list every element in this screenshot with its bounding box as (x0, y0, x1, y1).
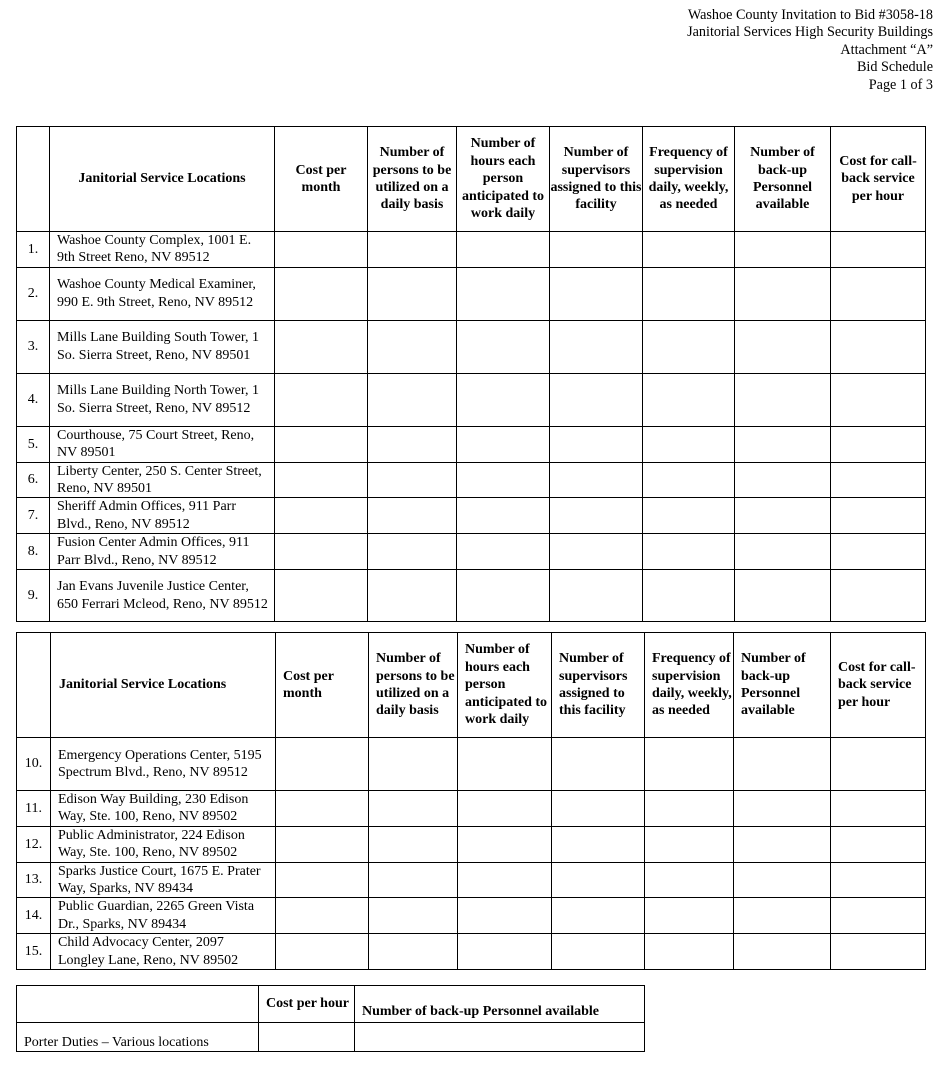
column-header-backup: Number of back-up Personnel available (734, 633, 831, 738)
hours-cell[interactable] (458, 738, 552, 791)
supervisors-cell[interactable] (550, 462, 643, 498)
frequency-cell[interactable] (643, 426, 735, 462)
row-number: 6. (17, 462, 50, 498)
column-header-callback: Cost for call-back service per hour (831, 633, 926, 738)
table-row (17, 373, 926, 426)
column-header-cost-per-hour: Cost per hour (259, 986, 355, 1023)
porter-cost-cell[interactable] (259, 1023, 355, 1052)
backup-cell[interactable] (735, 267, 831, 320)
column-header-supervisors: Number of supervisors assigned to this facility (550, 127, 643, 232)
location-cell: Child Advocacy Center, 2097 Longley Lane, Reno, NV 89502 (51, 934, 276, 970)
location-cell: Jan Evans Juvenile Justice Center, 650 Ferrari Mcleod, Reno, NV 89512 (50, 570, 275, 622)
backup-cell[interactable] (734, 862, 831, 898)
cost-per-month-cell[interactable] (275, 267, 368, 320)
backup-cell[interactable] (735, 232, 831, 268)
header-line-services: Janitorial Services High Security Buildings (687, 24, 933, 41)
persons-cell[interactable] (369, 826, 458, 862)
backup-cell[interactable] (734, 898, 831, 934)
callback-cell[interactable] (831, 267, 926, 320)
persons-cell[interactable] (368, 267, 457, 320)
table-row (17, 791, 926, 827)
hours-cell[interactable] (457, 320, 550, 373)
row-number: 13. (17, 862, 51, 898)
location-cell: Washoe County Medical Examiner, 990 E. 9th Street, Reno, NV 89512 (50, 267, 275, 320)
hours-cell[interactable] (457, 373, 550, 426)
column-header-locations: Janitorial Service Locations (50, 127, 275, 232)
persons-cell[interactable] (369, 791, 458, 827)
cost-per-month-cell[interactable] (275, 498, 368, 534)
hours-cell[interactable] (457, 570, 550, 622)
supervisors-cell[interactable] (552, 826, 645, 862)
table-row (17, 534, 926, 570)
supervisors-cell[interactable] (550, 498, 643, 534)
table-row (17, 498, 926, 534)
callback-cell[interactable] (831, 738, 926, 791)
supervisors-cell[interactable] (550, 267, 643, 320)
frequency-cell[interactable] (643, 462, 735, 498)
callback-cell[interactable] (831, 373, 926, 426)
supervisors-cell[interactable] (552, 862, 645, 898)
persons-cell[interactable] (368, 534, 457, 570)
hours-cell[interactable] (457, 426, 550, 462)
frequency-cell[interactable] (643, 267, 735, 320)
column-header-frequency: Frequency of supervision daily, weekly, as needed (643, 127, 735, 232)
bid-schedule-table-2 (16, 632, 926, 970)
row-number: 4. (17, 373, 50, 426)
column-header-callback: Cost for call-back service per hour (831, 127, 926, 232)
hours-cell[interactable] (458, 826, 552, 862)
column-header-cost-per-month: Cost per month (275, 127, 368, 232)
callback-cell[interactable] (831, 934, 926, 970)
backup-cell[interactable] (735, 570, 831, 622)
supervisors-cell[interactable] (552, 898, 645, 934)
row-number: 5. (17, 426, 50, 462)
row-number: 9. (17, 570, 50, 622)
table-header-row (17, 986, 645, 1023)
frequency-cell[interactable] (645, 791, 734, 827)
supervisors-cell[interactable] (550, 426, 643, 462)
frequency-cell[interactable] (645, 826, 734, 862)
row-number: 11. (17, 791, 51, 827)
cost-per-month-cell[interactable] (275, 426, 368, 462)
table-header-row (17, 127, 926, 232)
row-number-header (17, 127, 50, 232)
frequency-cell[interactable] (645, 898, 734, 934)
backup-cell[interactable] (734, 826, 831, 862)
location-cell: Mills Lane Building South Tower, 1 So. Sierra Street, Reno, NV 89501 (50, 320, 275, 373)
persons-cell[interactable] (368, 498, 457, 534)
persons-cell[interactable] (369, 934, 458, 970)
column-header-supervisors: Number of supervisors assigned to this facility (552, 633, 645, 738)
backup-cell[interactable] (735, 320, 831, 373)
column-header-hours: Number of hours each person anticipated to work daily (457, 127, 550, 232)
supervisors-cell[interactable] (552, 934, 645, 970)
porter-backup-cell[interactable] (355, 1023, 645, 1052)
backup-cell[interactable] (735, 534, 831, 570)
cost-per-month-cell[interactable] (275, 232, 368, 268)
header-line-attachment: Attachment “A” (840, 41, 933, 58)
location-cell: Sparks Justice Court, 1675 E. Prater Way, Sparks, NV 89434 (51, 862, 276, 898)
row-number: 12. (17, 826, 51, 862)
hours-cell[interactable] (458, 791, 552, 827)
supervisors-cell[interactable] (550, 320, 643, 373)
supervisors-cell[interactable] (552, 791, 645, 827)
frequency-cell[interactable] (643, 232, 735, 268)
persons-cell[interactable] (368, 320, 457, 373)
hours-cell[interactable] (457, 534, 550, 570)
header-line-page: Page 1 of 3 (868, 76, 933, 93)
row-number-header (17, 633, 51, 738)
persons-cell[interactable] (368, 426, 457, 462)
porter-duties-table (16, 985, 645, 1052)
table-header-row (17, 633, 926, 738)
document-header (687, 7, 933, 94)
hours-cell[interactable] (458, 934, 552, 970)
backup-cell[interactable] (735, 373, 831, 426)
cost-per-month-cell[interactable] (275, 570, 368, 622)
callback-cell[interactable] (831, 462, 926, 498)
location-cell: Washoe County Complex, 1001 E. 9th Street Reno, NV 89512 (50, 232, 275, 268)
row-number: 8. (17, 534, 50, 570)
cost-per-month-cell[interactable] (276, 898, 369, 934)
backup-cell[interactable] (735, 426, 831, 462)
header-line-bid-number: Washoe County Invitation to Bid #3058-18 (687, 7, 933, 23)
callback-cell[interactable] (831, 570, 926, 622)
supervisors-cell[interactable] (550, 373, 643, 426)
header-line-schedule: Bid Schedule (856, 59, 933, 76)
hours-cell[interactable] (457, 462, 550, 498)
table-row (17, 320, 926, 373)
cost-per-month-cell[interactable] (276, 738, 369, 791)
persons-cell[interactable] (368, 570, 457, 622)
frequency-cell[interactable] (643, 320, 735, 373)
location-cell: Sheriff Admin Offices, 911 Parr Blvd., Reno, NV 89512 (50, 498, 275, 534)
column-header-frequency: Frequency of supervision daily, weekly, as needed (645, 633, 734, 738)
column-header-cost-per-month: Cost per month (276, 633, 369, 738)
location-cell: Courthouse, 75 Court Street, Reno, NV 89501 (50, 426, 275, 462)
location-cell: Public Guardian, 2265 Green Vista Dr., Sparks, NV 89434 (51, 898, 276, 934)
persons-cell[interactable] (368, 232, 457, 268)
supervisors-cell[interactable] (550, 232, 643, 268)
column-header-persons: Number of persons to be utilized on a daily basis (369, 633, 458, 738)
hours-cell[interactable] (457, 232, 550, 268)
table-row (17, 462, 926, 498)
table-row (17, 826, 926, 862)
callback-cell[interactable] (831, 862, 926, 898)
table-row (17, 426, 926, 462)
backup-cell[interactable] (734, 791, 831, 827)
table-row (17, 898, 926, 934)
table-row (17, 862, 926, 898)
row-number: 1. (17, 232, 50, 268)
hours-cell[interactable] (458, 898, 552, 934)
cost-per-month-cell[interactable] (275, 462, 368, 498)
cost-per-month-cell[interactable] (276, 791, 369, 827)
frequency-cell[interactable] (643, 498, 735, 534)
bid-schedule-table-1 (16, 126, 926, 622)
frequency-cell[interactable] (643, 373, 735, 426)
row-number: 7. (17, 498, 50, 534)
hours-cell[interactable] (457, 267, 550, 320)
table-row (17, 267, 926, 320)
table-row (17, 232, 926, 268)
row-number: 2. (17, 267, 50, 320)
column-header-locations: Janitorial Service Locations (51, 633, 276, 738)
location-cell: Mills Lane Building North Tower, 1 So. Sierra Street, Reno, NV 89512 (50, 373, 275, 426)
column-header-backup-personnel: Number of back-up Personnel available (355, 986, 645, 1023)
supervisors-cell[interactable] (552, 738, 645, 791)
backup-cell[interactable] (735, 462, 831, 498)
frequency-cell[interactable] (645, 934, 734, 970)
supervisors-cell[interactable] (550, 534, 643, 570)
persons-cell[interactable] (368, 462, 457, 498)
callback-cell[interactable] (831, 898, 926, 934)
location-cell: Liberty Center, 250 S. Center Street, Reno, NV 89501 (50, 462, 275, 498)
row-number: 15. (17, 934, 51, 970)
location-cell: Public Administrator, 224 Edison Way, Ste. 100, Reno, NV 89502 (51, 826, 276, 862)
hours-cell[interactable] (457, 498, 550, 534)
location-cell: Emergency Operations Center, 5195 Spectrum Blvd., Reno, NV 89512 (51, 738, 276, 791)
table-row (17, 1023, 645, 1052)
callback-cell[interactable] (831, 232, 926, 268)
frequency-cell[interactable] (645, 862, 734, 898)
table-row (17, 738, 926, 791)
callback-cell[interactable] (831, 426, 926, 462)
persons-cell[interactable] (369, 738, 458, 791)
callback-cell[interactable] (831, 534, 926, 570)
location-cell: Fusion Center Admin Offices, 911 Parr Blvd., Reno, NV 89512 (50, 534, 275, 570)
persons-cell[interactable] (369, 898, 458, 934)
cost-per-month-cell[interactable] (275, 320, 368, 373)
row-number: 14. (17, 898, 51, 934)
cost-per-month-cell[interactable] (275, 373, 368, 426)
backup-cell[interactable] (734, 738, 831, 791)
column-header-persons: Number of persons to be utilized on a daily basis (368, 127, 457, 232)
backup-cell[interactable] (734, 934, 831, 970)
cost-per-month-cell[interactable] (276, 934, 369, 970)
porter-duties-label: Porter Duties – Various locations (17, 1023, 259, 1052)
frequency-cell[interactable] (643, 570, 735, 622)
row-number: 3. (17, 320, 50, 373)
backup-cell[interactable] (735, 498, 831, 534)
column-header-backup: Number of back-up Personnel available (735, 127, 831, 232)
persons-cell[interactable] (368, 373, 457, 426)
row-number: 10. (17, 738, 51, 791)
frequency-cell[interactable] (643, 534, 735, 570)
location-cell: Edison Way Building, 230 Edison Way, Ste. 100, Reno, NV 89502 (51, 791, 276, 827)
callback-cell[interactable] (831, 826, 926, 862)
frequency-cell[interactable] (645, 738, 734, 791)
cost-per-month-cell[interactable] (276, 862, 369, 898)
callback-cell[interactable] (831, 791, 926, 827)
callback-cell[interactable] (831, 498, 926, 534)
hours-cell[interactable] (458, 862, 552, 898)
table-row (17, 570, 926, 622)
persons-cell[interactable] (369, 862, 458, 898)
cost-per-month-cell[interactable] (276, 826, 369, 862)
cost-per-month-cell[interactable] (275, 534, 368, 570)
table-row (17, 934, 926, 970)
supervisors-cell[interactable] (550, 570, 643, 622)
porter-empty-header (17, 986, 259, 1023)
callback-cell[interactable] (831, 320, 926, 373)
column-header-hours: Number of hours each person anticipated to work daily (458, 633, 552, 738)
